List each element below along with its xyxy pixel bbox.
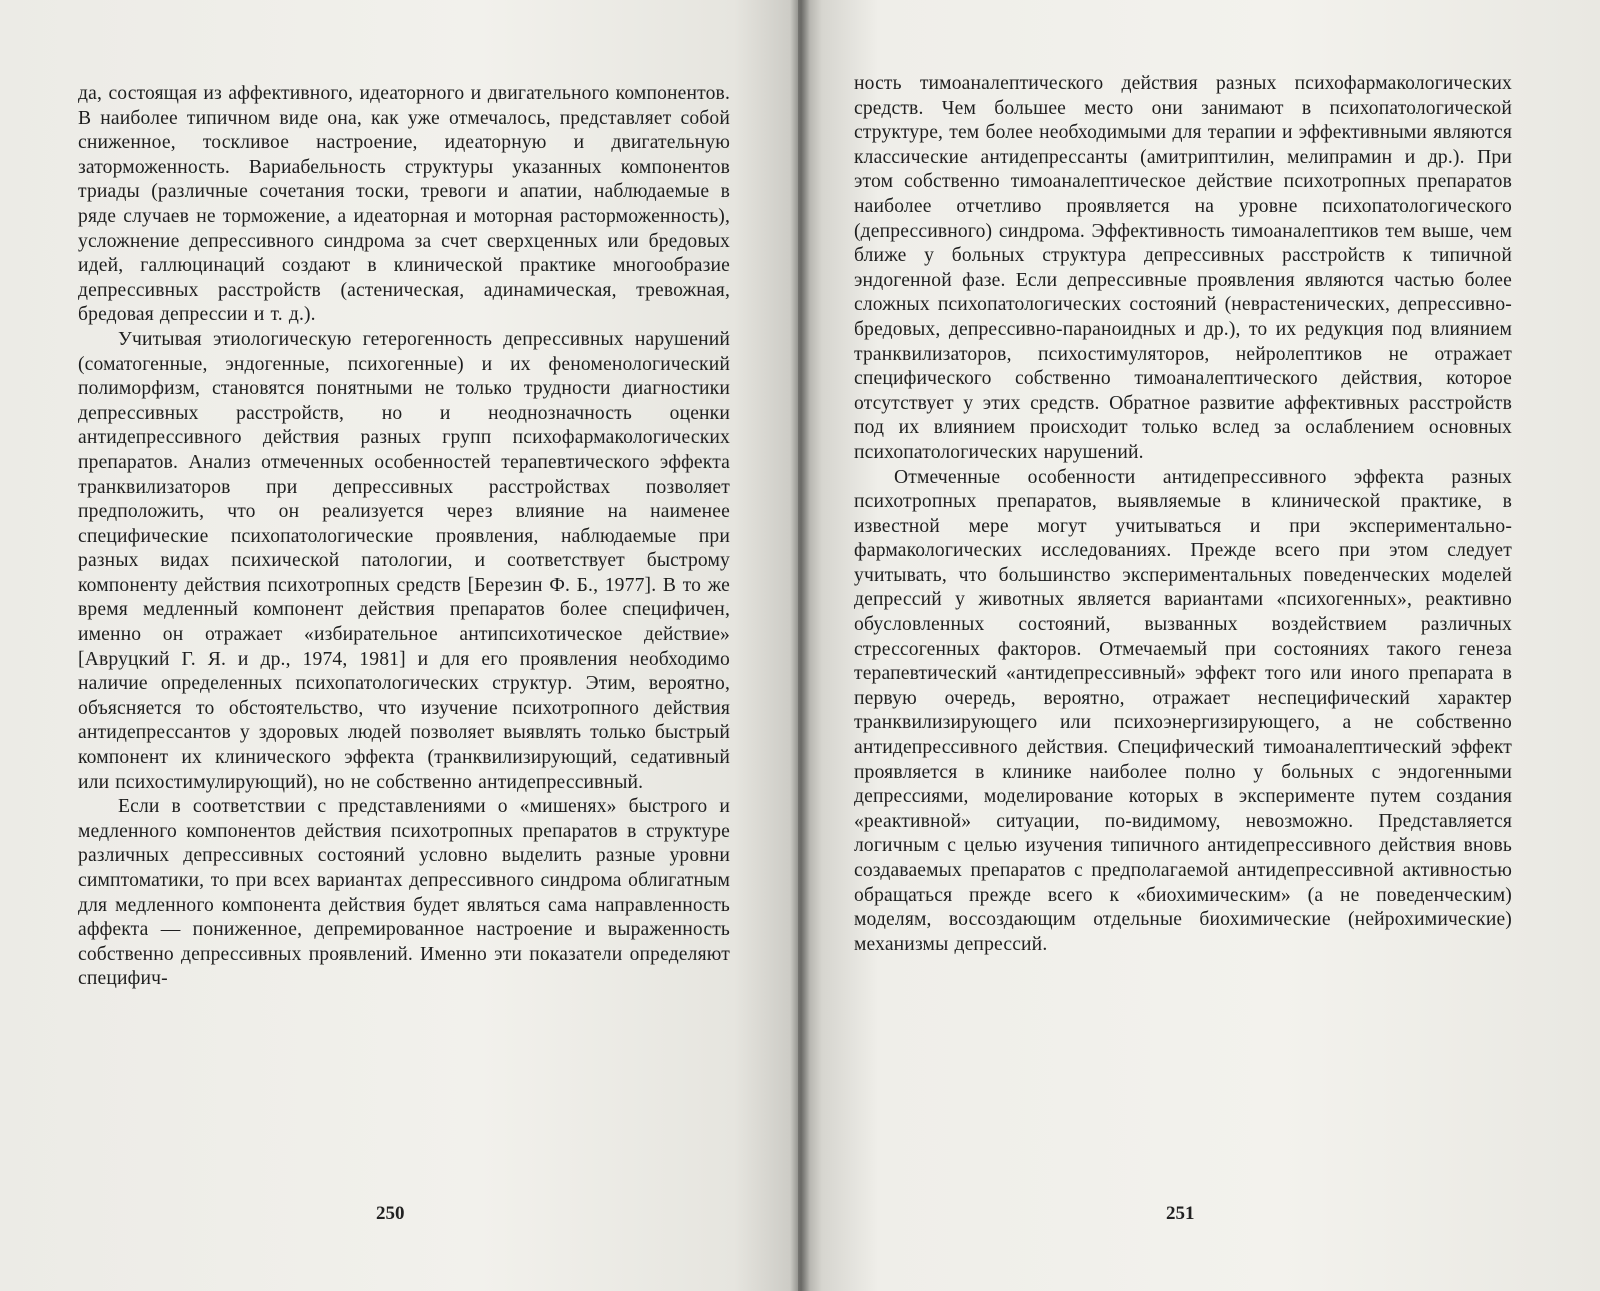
right-paragraph-2: Отмеченные особенности антидепрессивного эффекта разных психотропных препаратов, выявляемые в клинической практике, в известной мере могут учитываться и при экспериментально-фармакологических исследованиях. Прежде всего при этом следует учитывать, что большинство экспериментальных поведенческих моделей депрессий у животных является вариантами «психогенных», реактивно обусловленных состояний, вызванных воздействием различных стрессогенных факторов. Отмечаемый при состояниях такого генеза терапевтический «антидепрессивный» эффект того или иного препарата в первую очередь, вероятно, отражает неспецифический характер транквилизирующего или психоэнергизирующего, а не собственно антидепрессивного действия. Специфический тимоаналептический эффект проявляется в клинике наиболее полно у больных с эндогенными депрессиями, моделирование которых в эксперименте путем создания «реактивной» ситуации, по-видимому, невозможно. Представляется логичным с целью изучения типичного антидепрессивного действия вновь создаваемых препаратов с предполагаемой антидепрессивной активностью обращаться прежде всего к «биохимическим» (а не поведенческим) моделям, воссоздающим отдельные биохимические (нейрохимические) механизмы депрессий. — [854, 466, 1512, 955]
left-paragraph-2: Учитывая этиологическую гетерогенность депрессивных нарушений (соматогенные, эндогенные, психогенные) и их феноменологический полиморфизм, становятся понятными не только трудности диагностики депрессивных расстройств, но и неоднозначность оценки антидепрессивного действия разных групп психофармакологических препаратов. Анализ отмеченных особенностей терапевтического эффекта транквилизаторов при депрессивных расстройствах позволяет предположить, что он реализуется через влияние на наименее специфические психопатологические проявления, наблюдаемые при разных видах психической патологии, и соответствует быстрому компоненту действия психотропных средств [Березин Ф. Б., 1977]. В то же время медленный компонент действия препаратов более специфичен, именно он отражает «избирательное антипсихотическое действие» [Авруцкий Г. Я. и др., 1974, 1981] и для его проявления необходимо наличие определенных психопатологических структур. Этим, вероятно, объясняется то обстоятельство, что изучение психотропного действия антидепрессантов у здоровых людей позволяет выявлять только быстрый компонент их клинического эффекта (транквилизирующий, седативный или психостимулирующий), но не собственно антидепрессивный. — [78, 328, 730, 793]
left-page-number: 250 — [376, 1203, 405, 1224]
right-paragraph-1: ность тимоаналептического действия разных психофармакологических средств. Чем большее место они занимают в психопатологической структуре, тем более необходимыми для терапии и эффективными являются классические антидепрессанты (амитриптилин, мелипрамин и др.). При этом собственно тимоаналептическое действие психотропных препаратов наиболее отчетливо проявляется на уровне психопатологического (депрессивного) синдрома. Эффективность тимоаналептиков тем выше, чем ближе у больных структура депрессивных расстройств к типичной эндогенной фазе. Если депрессивные проявления являются частью более сложных психопатологических состояний (неврастенических, депрессивно-бредовых, депрессивно-параноидных и др.), то их редукция под влиянием транквилизаторов, психостимуляторов, нейролептиков не отражает специфического собственно тимоаналептического действия, которое отсутствует у этих средств. Обратное развитие аффективных расстройств под их влиянием происходит только вслед за ослаблением основных психопатологических нарушений. — [854, 73, 1512, 463]
right-page-text — [854, 72, 1512, 957]
left-paragraph-1: да, состоящая из аффективного, идеаторного и двигательного компонентов. В наиболее типичном виде она, как уже отмечалось, представляет собой сниженное, тоскливое настроение, идеаторную и двигательную заторможенность. Вариабельность структуры указанных компонентов триады (различные сочетания тоски, тревоги и апатии, наблюдаемые в ряде случаев не торможение, а идеаторная и моторная расторможенность), усложнение депрессивного синдрома за счет сверхценных или бредовых идей, галлюцинаций создают в клинической практике многообразие депрессивных расстройств (астеническая, адинамическая, тревожная, бредовая депрессии и т. д.). — [78, 83, 730, 326]
right-page — [798, 0, 1600, 1291]
left-page — [0, 0, 798, 1291]
left-page-text — [78, 82, 730, 992]
right-page-number: 251 — [1166, 1203, 1195, 1224]
left-paragraph-3: Если в соответствии с представлениями о «мишенях» быстрого и медленного компонентов действия психотропных препаратов в структуре различных депрессивных состояний условно выделить разные уровни симптоматики, то при всех вариантах депрессивного синдрома облигатным для медленного компонента действия будет являться сама направленность аффекта — пониженное, депремированное настроение и выраженность собственно депрессивных проявлений. Именно эти показатели определяют специфич- — [78, 796, 730, 990]
